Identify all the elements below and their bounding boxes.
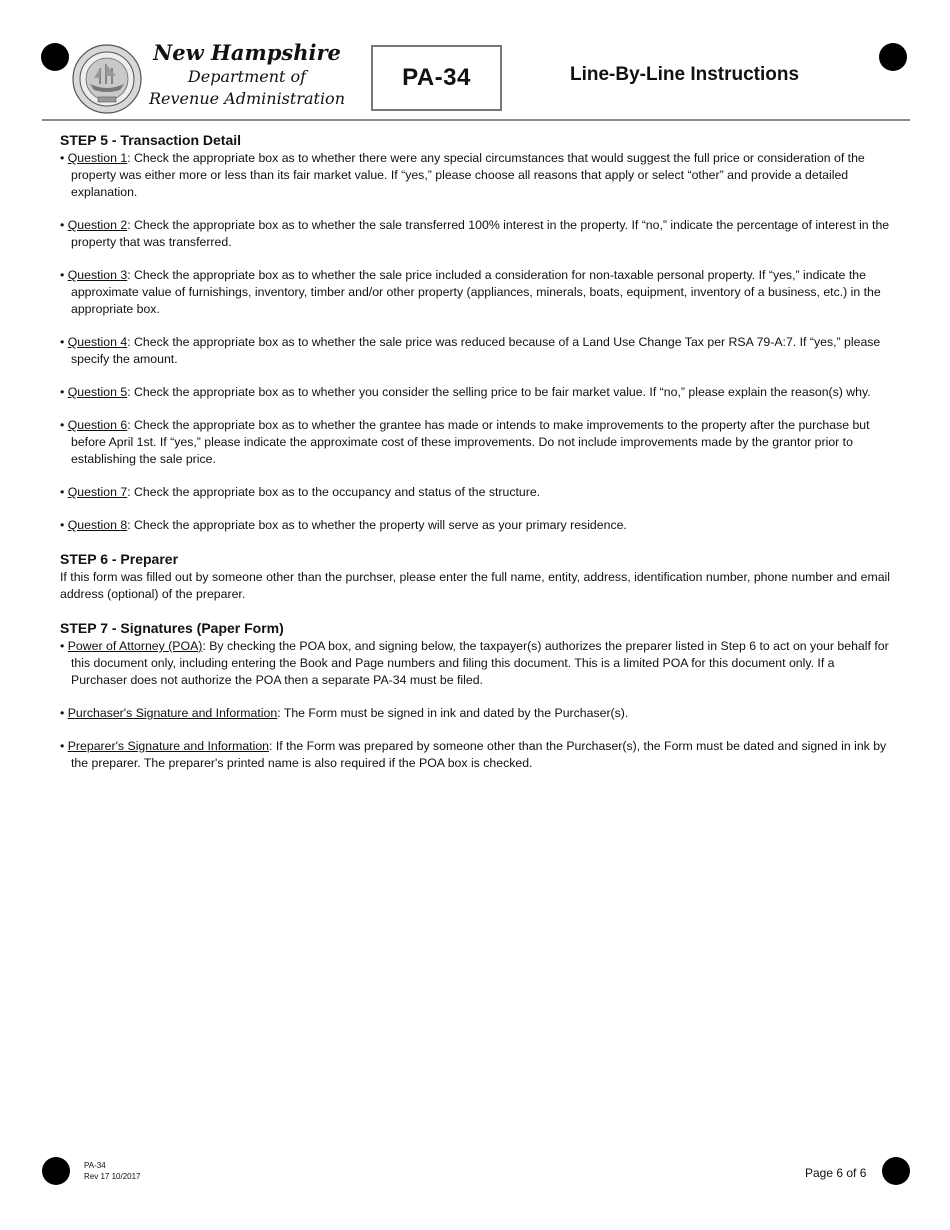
step5-heading: STEP 5 - Transaction Detail bbox=[60, 132, 242, 148]
registration-dot-bottom-right bbox=[882, 1157, 910, 1185]
instructions-content bbox=[60, 131, 890, 788]
footer-form-info bbox=[84, 1160, 141, 1182]
item-text: : Check the appropriate box as to whether the sale transferred 100% interest in the property. If “no,” indicate the percentage of interest in the property that was transferred. bbox=[71, 218, 890, 249]
item-text: : Check the appropriate box as to whether the grantee has made or intends to make improvements to the property after the purchase but before April 1st. If “yes,” please indicate the approximate cost of these improvements. Do not include improvements made by the grantor prior to establishing the sale price. bbox=[71, 418, 870, 466]
agency-block bbox=[142, 40, 352, 110]
step7-item-poa: • Power of Attorney (POA): By checking the POA box, and signing below, the taxpayer(s) authorizes the preparer listed in Step 6 to act on your behalf for this document only, including entering the Book and Page numbers and filing this document. This is a limited POA for this document only. If a Purchaser does not authorize the POA then a separate PA-34 must be filed. bbox=[60, 639, 889, 687]
step5-question-5: • Question 5: Check the appropriate box as to whether you consider the selling price to be fair market value. If “no,” please explain the reason(s) why. bbox=[60, 385, 871, 399]
state-seal-icon bbox=[72, 44, 142, 114]
item-text: : Check the appropriate box as to whether there were any special circumstances that would suggest the full price or consideration of the property was either more or less than its fair market value. If “yes,” please choose all reasons that apply or select “other” and provide a detailed explanation. bbox=[71, 151, 865, 199]
item-label: Question 3 bbox=[67, 268, 128, 282]
step6-section bbox=[60, 550, 890, 603]
step5-question-2: • Question 2: Check the appropriate box as to whether the sale transferred 100% interest in the property. If “no,” indicate the percentage of interest in the property that was transferred. bbox=[60, 218, 890, 249]
item-text: : Check the appropriate box as to whether the property will serve as your primary residence. bbox=[127, 518, 627, 532]
item-text: : The Form must be signed in ink and dated by the Purchaser(s). bbox=[277, 706, 629, 720]
step6-heading: STEP 6 - Preparer bbox=[60, 551, 179, 567]
item-label: Question 2 bbox=[67, 218, 128, 232]
step7-item-preparer-signature: • Preparer's Signature and Information: If the Form was prepared by someone other than the Purchaser(s), the Form must be dated and signed in ink by the preparer. The preparer's printed name is also required if the POA box is checked. bbox=[60, 739, 887, 770]
step5-question-3: • Question 3: Check the appropriate box as to whether the sale price included a consideration for non-taxable personal property. If “yes,” indicate the approximate value of furnishings, inventory, timber and/or other property (appliances, minerals, boats, equipment, inventory of a business, etc.) in the appropriate box. bbox=[60, 268, 881, 316]
step7-item-purchaser-signature: • Purchaser's Signature and Information: The Form must be signed in ink and dated by the Purchaser(s). bbox=[60, 706, 629, 720]
item-label: Question 7 bbox=[67, 485, 128, 499]
step5-question-6: • Question 6: Check the appropriate box as to whether the grantee has made or intends to make improvements to the property after the purchase but before April 1st. If “yes,” please indicate the approximate cost of these improvements. Do not include improvements made by the grantor prior to establishing the sale price. bbox=[60, 418, 870, 466]
page-title: Line-By-Line Instructions bbox=[570, 64, 800, 85]
item-label: Question 8 bbox=[67, 518, 128, 532]
registration-dot-bottom-left bbox=[42, 1157, 70, 1185]
item-text: : Check the appropriate box as to whether the sale price included a consideration for non-taxable personal property. If “yes,” indicate the approximate value of furnishings, inventory, timber and/or other property (appliances, minerals, boats, equipment, inventory of a business, etc.) in the appropriate box. bbox=[71, 268, 881, 316]
item-label: Power of Attorney (POA) bbox=[67, 639, 203, 653]
item-label: Question 6 bbox=[67, 418, 128, 432]
step7-section bbox=[60, 619, 890, 772]
item-text: : Check the appropriate box as to whether the sale price was reduced because of a Land Use Change Tax per RSA 79-A:7. If “yes,” please specify the amount. bbox=[71, 335, 881, 366]
form-code: PA-34 bbox=[402, 64, 471, 91]
footer-revision: Rev 17 10/2017 bbox=[84, 1172, 141, 1181]
header-divider bbox=[42, 119, 910, 121]
item-label: Question 4 bbox=[67, 335, 128, 349]
item-text: : If the Form was prepared by someone other than the Purchaser(s), the Form must be dated and signed in ink by the preparer. The preparer's printed name is also required if the POA box is checked. bbox=[71, 739, 887, 770]
form-code-box bbox=[371, 45, 502, 111]
item-label: Purchaser's Signature and Information bbox=[67, 706, 278, 720]
step5-section bbox=[60, 131, 890, 534]
step7-heading: STEP 7 - Signatures (Paper Form) bbox=[60, 620, 284, 636]
page-number: Page 6 of 6 bbox=[805, 1166, 867, 1180]
step6-text: If this form was filled out by someone other than the purchser, please enter the full name, entity, address, identification number, phone number and email address (optional) of the preparer. bbox=[60, 570, 890, 601]
footer-form-code: PA-34 bbox=[84, 1161, 106, 1170]
registration-dot-top-left bbox=[41, 43, 69, 71]
item-text: : By checking the POA box, and signing below, the taxpayer(s) authorizes the preparer listed in Step 6 to act on your behalf for this document only, including entering the Book and Page numbers and filing this document. This is a limited POA for this document only. If a Purchaser does not authorize the POA then a separate PA-34 must be filed. bbox=[71, 639, 889, 687]
item-label: Preparer's Signature and Information bbox=[67, 739, 269, 753]
agency-state-name: New Hampshire bbox=[153, 40, 341, 65]
agency-division: Revenue Administration bbox=[148, 89, 345, 108]
item-text: : Check the appropriate box as to the occupancy and status of the structure. bbox=[127, 485, 541, 499]
item-label: Question 5 bbox=[67, 385, 128, 399]
item-label: Question 1 bbox=[67, 151, 128, 165]
step5-question-4: • Question 4: Check the appropriate box as to whether the sale price was reduced because of a Land Use Change Tax per RSA 79-A:7. If “yes,” please specify the amount. bbox=[60, 335, 881, 366]
step5-question-1: • Question 1: Check the appropriate box as to whether there were any special circumstances that would suggest the full price or consideration of the property was either more or less than its fair market value. If “yes,” please choose all reasons that apply or select “other” and provide a detailed explanation. bbox=[60, 151, 865, 199]
step5-question-8: • Question 8: Check the appropriate box as to whether the property will serve as your primary residence. bbox=[60, 518, 627, 532]
step5-question-7: • Question 7: Check the appropriate box as to the occupancy and status of the structure. bbox=[60, 485, 541, 499]
agency-department: Department of bbox=[187, 67, 307, 86]
item-text: : Check the appropriate box as to whether you consider the selling price to be fair market value. If “no,” please explain the reason(s) why. bbox=[127, 385, 871, 399]
registration-dot-top-right bbox=[879, 43, 907, 71]
